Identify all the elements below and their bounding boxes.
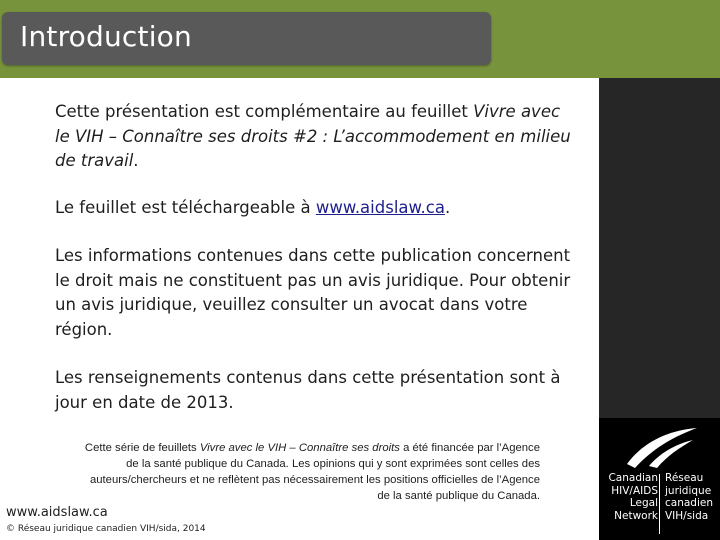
logo-text-english: Canadian HIV/AIDS Legal Network bbox=[608, 472, 658, 522]
slide-body bbox=[55, 100, 575, 415]
logo-divider bbox=[659, 474, 660, 534]
logo-text-french: Réseau juridique canadien VIH/sida bbox=[665, 472, 713, 522]
footer-url: www.aidslaw.ca bbox=[6, 505, 108, 520]
paragraph-currency: Les renseignements contenus dans cette présentation sont à jour en date de 2013. bbox=[55, 368, 561, 412]
footer-copyright: © Réseau juridique canadien VIH/sida, 2014 bbox=[6, 524, 206, 534]
slide-title: Introduction bbox=[20, 20, 192, 53]
title-box bbox=[2, 12, 491, 65]
funding-credit: Cette série de feuillets Vivre avec le VIH – Connaître ses droits a été financée par l’Agence de la santé publique du Canada. Les opinions qui y sont exprimées sont celles des auteurs/chercheurs et ne reflètent pas nécessairement les positions officielles de l’Agence de la santé publique du Canada. bbox=[84, 442, 540, 502]
handout-title: Vivre avec le VIH – Connaître ses droits #2 : L’accommodement en milieu de travail bbox=[55, 102, 571, 170]
paragraph-download: Le feuillet est téléchargeable à www.aidslaw.ca. bbox=[55, 197, 451, 217]
ribbon-swoosh-icon bbox=[621, 424, 701, 470]
aidslaw-link[interactable]: www.aidslaw.ca bbox=[315, 197, 445, 217]
network-logo bbox=[599, 418, 720, 540]
paragraph-intro: Cette présentation est complémentaire au feuillet Vivre avec le VIH – Connaître ses droits #2 : L’accommodement en milieu de travail. bbox=[55, 102, 571, 170]
series-title: Vivre avec le VIH – Connaître ses droits bbox=[199, 442, 400, 454]
paragraph-disclaimer: Les informations contenues dans cette publication concernent le droit mais ne constituent pas un avis juridique. Pour obtenir un avis juridique, veuillez consulter un avocat dans votre région. bbox=[55, 246, 571, 339]
